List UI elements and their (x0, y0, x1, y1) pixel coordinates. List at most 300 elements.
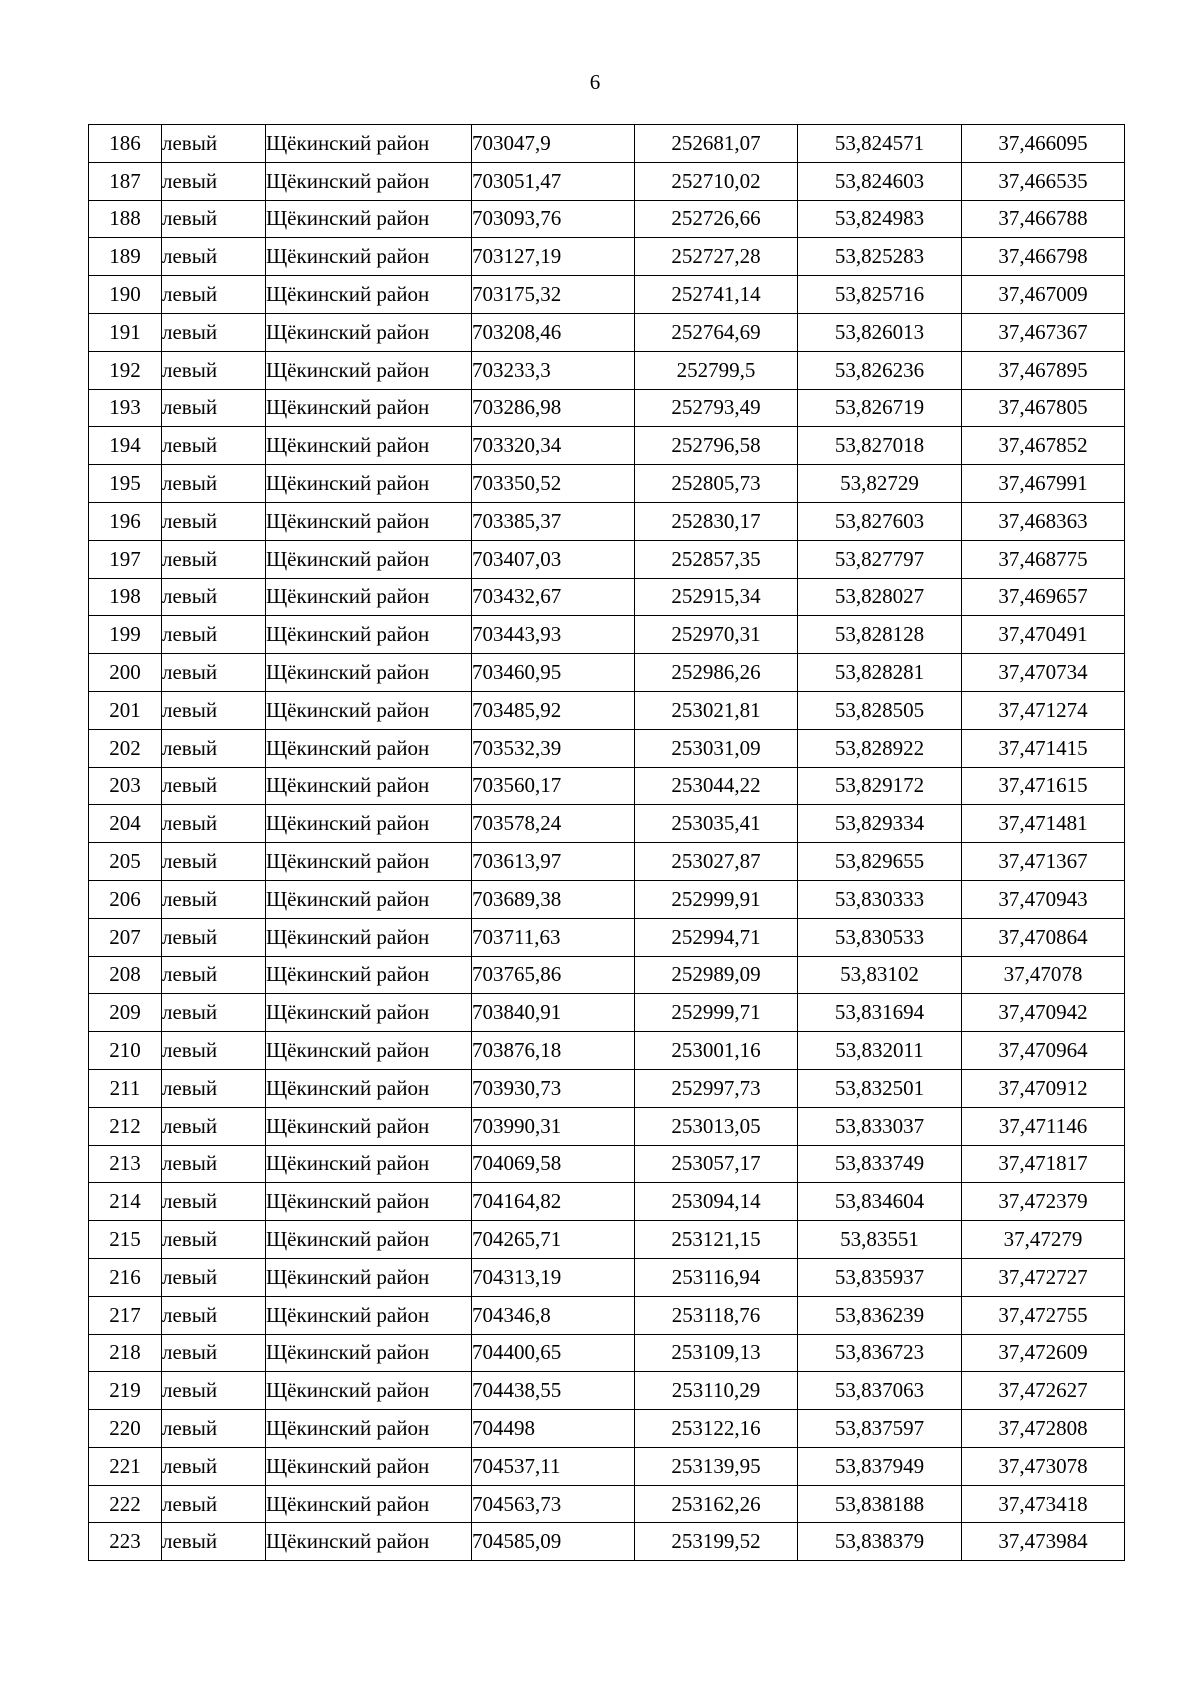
coordinate-y-cell: 253035,41 (635, 805, 798, 843)
coordinate-y-cell: 253199,52 (635, 1523, 798, 1561)
coordinate-y-cell: 252915,34 (635, 578, 798, 616)
point-number-cell: 208 (89, 956, 162, 994)
table-row (89, 956, 1125, 994)
coordinate-y-cell: 252999,71 (635, 994, 798, 1032)
coordinate-y-cell: 252999,91 (635, 880, 798, 918)
bank-side-cell: левый (162, 578, 266, 616)
coordinate-x-cell: 704438,55 (472, 1372, 635, 1410)
point-number-cell: 214 (89, 1183, 162, 1221)
coordinate-x-cell: 703613,97 (472, 843, 635, 881)
point-number-cell: 223 (89, 1523, 162, 1561)
table-row (89, 540, 1125, 578)
point-number-cell: 217 (89, 1296, 162, 1334)
point-number-cell: 199 (89, 616, 162, 654)
point-number-cell: 190 (89, 276, 162, 314)
coordinate-y-cell: 252830,17 (635, 502, 798, 540)
coordinate-y-cell: 253057,17 (635, 1145, 798, 1183)
coordinate-x-cell: 703990,31 (472, 1107, 635, 1145)
longitude-cell: 37,471481 (962, 805, 1125, 843)
longitude-cell: 37,47279 (962, 1221, 1125, 1259)
coordinate-y-cell: 252994,71 (635, 918, 798, 956)
bank-side-cell: левый (162, 691, 266, 729)
coordinate-x-cell: 703127,19 (472, 238, 635, 276)
table-row (89, 767, 1125, 805)
latitude-cell: 53,825716 (798, 276, 962, 314)
coordinate-y-cell: 252727,28 (635, 238, 798, 276)
longitude-cell: 37,470912 (962, 1069, 1125, 1107)
bank-side-cell: левый (162, 1296, 266, 1334)
coordinate-y-cell: 252857,35 (635, 540, 798, 578)
district-cell: Щёкинский район (266, 767, 472, 805)
longitude-cell: 37,470942 (962, 994, 1125, 1032)
point-number-cell: 203 (89, 767, 162, 805)
bank-side-cell: левый (162, 1145, 266, 1183)
latitude-cell: 53,824983 (798, 200, 962, 238)
table-row (89, 1107, 1125, 1145)
district-cell: Щёкинский район (266, 994, 472, 1032)
table-row (89, 843, 1125, 881)
point-number-cell: 200 (89, 654, 162, 692)
point-number-cell: 189 (89, 238, 162, 276)
table-row (89, 238, 1125, 276)
coordinate-y-cell: 252764,69 (635, 313, 798, 351)
bank-side-cell: левый (162, 956, 266, 994)
latitude-cell: 53,831694 (798, 994, 962, 1032)
coordinate-x-cell: 704400,65 (472, 1334, 635, 1372)
longitude-cell: 37,470943 (962, 880, 1125, 918)
coordinate-y-cell: 252989,09 (635, 956, 798, 994)
coordinate-y-cell: 253116,94 (635, 1258, 798, 1296)
table-row (89, 1183, 1125, 1221)
latitude-cell: 53,827603 (798, 502, 962, 540)
bank-side-cell: левый (162, 427, 266, 465)
page-number: 6 (589, 70, 601, 94)
district-cell: Щёкинский район (266, 1221, 472, 1259)
latitude-cell: 53,825283 (798, 238, 962, 276)
longitude-cell: 37,472609 (962, 1334, 1125, 1372)
latitude-cell: 53,826013 (798, 313, 962, 351)
latitude-cell: 53,827018 (798, 427, 962, 465)
table-row (89, 200, 1125, 238)
coordinate-y-cell: 253027,87 (635, 843, 798, 881)
district-cell: Щёкинский район (266, 238, 472, 276)
coordinate-y-cell: 253110,29 (635, 1372, 798, 1410)
bank-side-cell: левый (162, 805, 266, 843)
longitude-cell: 37,470864 (962, 918, 1125, 956)
district-cell: Щёкинский район (266, 465, 472, 503)
table-row (89, 1069, 1125, 1107)
bank-side-cell: левый (162, 200, 266, 238)
point-number-cell: 191 (89, 313, 162, 351)
latitude-cell: 53,826236 (798, 351, 962, 389)
longitude-cell: 37,466095 (962, 125, 1125, 163)
coordinate-y-cell: 253121,15 (635, 1221, 798, 1259)
bank-side-cell: левый (162, 465, 266, 503)
district-cell: Щёкинский район (266, 313, 472, 351)
point-number-cell: 222 (89, 1485, 162, 1523)
point-number-cell: 195 (89, 465, 162, 503)
coordinate-y-cell: 252681,07 (635, 125, 798, 163)
coordinate-x-cell: 703051,47 (472, 162, 635, 200)
point-number-cell: 216 (89, 1258, 162, 1296)
bank-side-cell: левый (162, 502, 266, 540)
bank-side-cell: левый (162, 540, 266, 578)
table-row (89, 1258, 1125, 1296)
longitude-cell: 37,471146 (962, 1107, 1125, 1145)
district-cell: Щёкинский район (266, 805, 472, 843)
point-number-cell: 186 (89, 125, 162, 163)
district-cell: Щёкинский район (266, 351, 472, 389)
coordinate-x-cell: 704313,19 (472, 1258, 635, 1296)
latitude-cell: 53,837949 (798, 1447, 962, 1485)
bank-side-cell: левый (162, 1447, 266, 1485)
table-row (89, 162, 1125, 200)
coordinate-y-cell: 253122,16 (635, 1410, 798, 1448)
bank-side-cell: левый (162, 1334, 266, 1372)
bank-side-cell: левый (162, 1069, 266, 1107)
longitude-cell: 37,470491 (962, 616, 1125, 654)
latitude-cell: 53,835937 (798, 1258, 962, 1296)
table-row (89, 1485, 1125, 1523)
table-row (89, 994, 1125, 1032)
district-cell: Щёкинский район (266, 918, 472, 956)
coordinate-x-cell: 703175,32 (472, 276, 635, 314)
district-cell: Щёкинский район (266, 880, 472, 918)
latitude-cell: 53,824603 (798, 162, 962, 200)
district-cell: Щёкинский район (266, 389, 472, 427)
table-row (89, 351, 1125, 389)
coordinate-y-cell: 253162,26 (635, 1485, 798, 1523)
table-row (89, 616, 1125, 654)
point-number-cell: 220 (89, 1410, 162, 1448)
coordinate-x-cell: 703233,3 (472, 351, 635, 389)
district-cell: Щёкинский район (266, 729, 472, 767)
table-row (89, 1523, 1125, 1561)
bank-side-cell: левый (162, 389, 266, 427)
coordinate-x-cell: 703876,18 (472, 1032, 635, 1070)
table-row (89, 654, 1125, 692)
coordinate-x-cell: 703093,76 (472, 200, 635, 238)
bank-side-cell: левый (162, 843, 266, 881)
coordinate-y-cell: 252970,31 (635, 616, 798, 654)
district-cell: Щёкинский район (266, 1258, 472, 1296)
district-cell: Щёкинский район (266, 200, 472, 238)
district-cell: Щёкинский район (266, 843, 472, 881)
coordinate-x-cell: 704537,11 (472, 1447, 635, 1485)
coordinate-x-cell: 703532,39 (472, 729, 635, 767)
latitude-cell: 53,824571 (798, 125, 962, 163)
table-row (89, 691, 1125, 729)
coordinate-x-cell: 703443,93 (472, 616, 635, 654)
district-cell: Щёкинский район (266, 1069, 472, 1107)
coordinate-y-cell: 253044,22 (635, 767, 798, 805)
longitude-cell: 37,471415 (962, 729, 1125, 767)
coordinate-y-cell: 253013,05 (635, 1107, 798, 1145)
coordinate-x-cell: 703485,92 (472, 691, 635, 729)
district-cell: Щёкинский район (266, 1447, 472, 1485)
bank-side-cell: левый (162, 125, 266, 163)
latitude-cell: 53,828128 (798, 616, 962, 654)
table-row (89, 1334, 1125, 1372)
longitude-cell: 37,471274 (962, 691, 1125, 729)
coordinate-x-cell: 703432,67 (472, 578, 635, 616)
bank-side-cell: левый (162, 767, 266, 805)
district-cell: Щёкинский район (266, 1372, 472, 1410)
latitude-cell: 53,828281 (798, 654, 962, 692)
district-cell: Щёкинский район (266, 540, 472, 578)
coordinate-y-cell: 253109,13 (635, 1334, 798, 1372)
coordinate-y-cell: 252986,26 (635, 654, 798, 692)
table-row (89, 1447, 1125, 1485)
bank-side-cell: левый (162, 1032, 266, 1070)
coordinate-x-cell: 703840,91 (472, 994, 635, 1032)
point-number-cell: 218 (89, 1334, 162, 1372)
coordinate-x-cell: 703930,73 (472, 1069, 635, 1107)
point-number-cell: 221 (89, 1447, 162, 1485)
point-number-cell: 205 (89, 843, 162, 881)
bank-side-cell: левый (162, 1523, 266, 1561)
point-number-cell: 209 (89, 994, 162, 1032)
coordinate-x-cell: 703560,17 (472, 767, 635, 805)
district-cell: Щёкинский район (266, 1334, 472, 1372)
bank-side-cell: левый (162, 1485, 266, 1523)
district-cell: Щёкинский район (266, 162, 472, 200)
latitude-cell: 53,836239 (798, 1296, 962, 1334)
bank-side-cell: левый (162, 276, 266, 314)
point-number-cell: 212 (89, 1107, 162, 1145)
point-number-cell: 192 (89, 351, 162, 389)
point-number-cell: 211 (89, 1069, 162, 1107)
latitude-cell: 53,828922 (798, 729, 962, 767)
latitude-cell: 53,837597 (798, 1410, 962, 1448)
point-number-cell: 213 (89, 1145, 162, 1183)
coordinate-x-cell: 703385,37 (472, 502, 635, 540)
longitude-cell: 37,466798 (962, 238, 1125, 276)
coordinate-x-cell: 703286,98 (472, 389, 635, 427)
coordinate-x-cell: 703320,34 (472, 427, 635, 465)
coordinate-y-cell: 252805,73 (635, 465, 798, 503)
point-number-cell: 187 (89, 162, 162, 200)
table-row (89, 502, 1125, 540)
point-number-cell: 215 (89, 1221, 162, 1259)
latitude-cell: 53,833749 (798, 1145, 962, 1183)
longitude-cell: 37,472755 (962, 1296, 1125, 1334)
longitude-cell: 37,47078 (962, 956, 1125, 994)
coordinate-x-cell: 703350,52 (472, 465, 635, 503)
coordinate-y-cell: 253139,95 (635, 1447, 798, 1485)
longitude-cell: 37,470964 (962, 1032, 1125, 1070)
longitude-cell: 37,471615 (962, 767, 1125, 805)
point-number-cell: 194 (89, 427, 162, 465)
point-number-cell: 202 (89, 729, 162, 767)
coordinate-y-cell: 253118,76 (635, 1296, 798, 1334)
latitude-cell: 53,829172 (798, 767, 962, 805)
district-cell: Щёкинский район (266, 691, 472, 729)
bank-side-cell: левый (162, 313, 266, 351)
coordinate-y-cell: 252741,14 (635, 276, 798, 314)
coordinate-x-cell: 704498 (472, 1410, 635, 1448)
bank-side-cell: левый (162, 654, 266, 692)
district-cell: Щёкинский район (266, 578, 472, 616)
table-row (89, 1296, 1125, 1334)
district-cell: Щёкинский район (266, 1032, 472, 1070)
district-cell: Щёкинский район (266, 956, 472, 994)
table-row (89, 313, 1125, 351)
latitude-cell: 53,828505 (798, 691, 962, 729)
coordinate-y-cell: 252997,73 (635, 1069, 798, 1107)
coordinate-x-cell: 704164,82 (472, 1183, 635, 1221)
coordinate-y-cell: 253001,16 (635, 1032, 798, 1070)
point-number-cell: 188 (89, 200, 162, 238)
latitude-cell: 53,829334 (798, 805, 962, 843)
table-row (89, 578, 1125, 616)
coordinate-y-cell: 253031,09 (635, 729, 798, 767)
coordinate-y-cell: 252726,66 (635, 200, 798, 238)
bank-side-cell: левый (162, 729, 266, 767)
bank-side-cell: левый (162, 238, 266, 276)
district-cell: Щёкинский район (266, 1296, 472, 1334)
bank-side-cell: левый (162, 351, 266, 389)
longitude-cell: 37,467991 (962, 465, 1125, 503)
coordinate-x-cell: 704563,73 (472, 1485, 635, 1523)
longitude-cell: 37,472627 (962, 1372, 1125, 1410)
point-number-cell: 207 (89, 918, 162, 956)
bank-side-cell: левый (162, 1183, 266, 1221)
point-number-cell: 197 (89, 540, 162, 578)
table-row (89, 880, 1125, 918)
coordinate-y-cell: 252793,49 (635, 389, 798, 427)
longitude-cell: 37,470734 (962, 654, 1125, 692)
bank-side-cell: левый (162, 1107, 266, 1145)
latitude-cell: 53,82729 (798, 465, 962, 503)
coordinate-y-cell: 252799,5 (635, 351, 798, 389)
coordinate-x-cell: 703047,9 (472, 125, 635, 163)
coordinate-x-cell: 703407,03 (472, 540, 635, 578)
district-cell: Щёкинский район (266, 427, 472, 465)
longitude-cell: 37,473418 (962, 1485, 1125, 1523)
district-cell: Щёкинский район (266, 1183, 472, 1221)
longitude-cell: 37,471817 (962, 1145, 1125, 1183)
latitude-cell: 53,832011 (798, 1032, 962, 1070)
point-number-cell: 206 (89, 880, 162, 918)
point-number-cell: 219 (89, 1372, 162, 1410)
bank-side-cell: левый (162, 880, 266, 918)
coordinate-x-cell: 703460,95 (472, 654, 635, 692)
district-cell: Щёкинский район (266, 1410, 472, 1448)
table-row (89, 1372, 1125, 1410)
latitude-cell: 53,836723 (798, 1334, 962, 1372)
longitude-cell: 37,471367 (962, 843, 1125, 881)
latitude-cell: 53,829655 (798, 843, 962, 881)
latitude-cell: 53,838188 (798, 1485, 962, 1523)
table-row (89, 918, 1125, 956)
latitude-cell: 53,838379 (798, 1523, 962, 1561)
coordinate-x-cell: 704069,58 (472, 1145, 635, 1183)
point-number-cell: 210 (89, 1032, 162, 1070)
bank-side-cell: левый (162, 1258, 266, 1296)
district-cell: Щёкинский район (266, 1145, 472, 1183)
longitude-cell: 37,472808 (962, 1410, 1125, 1448)
table-row (89, 125, 1125, 163)
latitude-cell: 53,826719 (798, 389, 962, 427)
longitude-cell: 37,467009 (962, 276, 1125, 314)
coordinate-x-cell: 703765,86 (472, 956, 635, 994)
coordinate-x-cell: 703689,38 (472, 880, 635, 918)
longitude-cell: 37,467805 (962, 389, 1125, 427)
longitude-cell: 37,473078 (962, 1447, 1125, 1485)
latitude-cell: 53,834604 (798, 1183, 962, 1221)
longitude-cell: 37,473984 (962, 1523, 1125, 1561)
latitude-cell: 53,83102 (798, 956, 962, 994)
table-row (89, 1410, 1125, 1448)
district-cell: Щёкинский район (266, 276, 472, 314)
bank-side-cell: левый (162, 1221, 266, 1259)
longitude-cell: 37,472727 (962, 1258, 1125, 1296)
bank-side-cell: левый (162, 1410, 266, 1448)
point-number-cell: 193 (89, 389, 162, 427)
longitude-cell: 37,466788 (962, 200, 1125, 238)
longitude-cell: 37,468775 (962, 540, 1125, 578)
bank-side-cell: левый (162, 918, 266, 956)
district-cell: Щёкинский район (266, 125, 472, 163)
table-row (89, 729, 1125, 767)
longitude-cell: 37,469657 (962, 578, 1125, 616)
longitude-cell: 37,467852 (962, 427, 1125, 465)
latitude-cell: 53,830533 (798, 918, 962, 956)
latitude-cell: 53,83551 (798, 1221, 962, 1259)
district-cell: Щёкинский район (266, 1523, 472, 1561)
district-cell: Щёкинский район (266, 1485, 472, 1523)
table-row (89, 805, 1125, 843)
longitude-cell: 37,472379 (962, 1183, 1125, 1221)
latitude-cell: 53,830333 (798, 880, 962, 918)
table-row (89, 465, 1125, 503)
longitude-cell: 37,468363 (962, 502, 1125, 540)
latitude-cell: 53,828027 (798, 578, 962, 616)
district-cell: Щёкинский район (266, 502, 472, 540)
coordinate-y-cell: 253021,81 (635, 691, 798, 729)
latitude-cell: 53,833037 (798, 1107, 962, 1145)
point-number-cell: 204 (89, 805, 162, 843)
latitude-cell: 53,832501 (798, 1069, 962, 1107)
table-row (89, 1221, 1125, 1259)
district-cell: Щёкинский район (266, 616, 472, 654)
bank-side-cell: левый (162, 1372, 266, 1410)
bank-side-cell: левый (162, 994, 266, 1032)
longitude-cell: 37,466535 (962, 162, 1125, 200)
coordinates-table-body (89, 125, 1125, 1561)
table-row (89, 1145, 1125, 1183)
coordinate-x-cell: 704265,71 (472, 1221, 635, 1259)
district-cell: Щёкинский район (266, 1107, 472, 1145)
point-number-cell: 196 (89, 502, 162, 540)
latitude-cell: 53,827797 (798, 540, 962, 578)
coordinate-y-cell: 252796,58 (635, 427, 798, 465)
bank-side-cell: левый (162, 162, 266, 200)
coordinates-table (88, 124, 1125, 1561)
coordinate-x-cell: 704346,8 (472, 1296, 635, 1334)
coordinate-x-cell: 704585,09 (472, 1523, 635, 1561)
longitude-cell: 37,467367 (962, 313, 1125, 351)
latitude-cell: 53,837063 (798, 1372, 962, 1410)
coordinate-x-cell: 703578,24 (472, 805, 635, 843)
table-row (89, 427, 1125, 465)
table-row (89, 276, 1125, 314)
coordinate-y-cell: 252710,02 (635, 162, 798, 200)
point-number-cell: 201 (89, 691, 162, 729)
point-number-cell: 198 (89, 578, 162, 616)
table-row (89, 389, 1125, 427)
